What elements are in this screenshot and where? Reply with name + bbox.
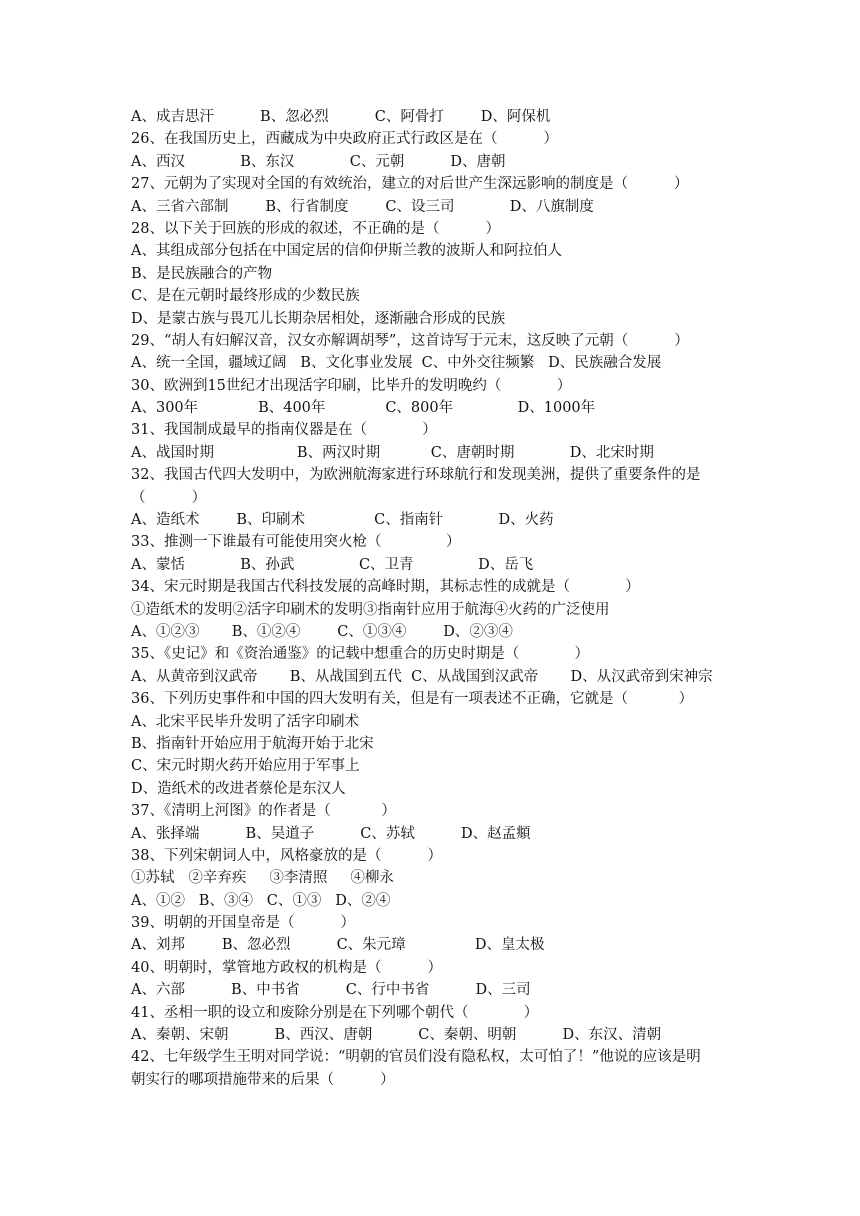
text-line: ①造纸术的发明②活字印刷术的发明③指南针应用于航海④火药的广泛使用 [131, 601, 610, 618]
text-line: A、300年 B、400年 C、800年 D、1000年 [131, 400, 596, 417]
text-line: 27、元朝为了实现对全国的有效统治，建立的对后世产生深远影响的制度是（ ） [131, 176, 689, 193]
text-line: A、①② B、③④ C、①③ D、②④ [131, 892, 391, 909]
text-line: 41、丞相一职的设立和废除分别是在下列哪个朝代（ ） [131, 1004, 539, 1021]
text-line: A、北宋平民毕升发明了活字印刷术 [131, 713, 359, 730]
text-line: 42、七年级学生王明对同学说：“明朝的官员们没有隐私权，太可怕了！”他说的应该是明 [131, 1049, 701, 1066]
text-line: A、秦朝、宋朝 B、西汉、唐朝 C、秦朝、明朝 D、东汉、清朝 [131, 1027, 662, 1044]
text-line: 29、“胡人有妇解汉音，汉女亦解调胡琴”，这首诗写于元末，这反映了元朝（ ） [131, 332, 689, 349]
text-line: 31、我国制成最早的指南仪器是在（ ） [131, 422, 437, 439]
text-line: A、西汉 B、东汉 C、元朝 D、唐朝 [131, 153, 506, 170]
text-line: C、宋元时期火药开始应用于军事上 [131, 758, 360, 775]
text-line: A、造纸术 B、印刷术 C、指南针 D、火药 [131, 512, 554, 529]
text-line: 40、明朝时，掌管地方政权的机构是（ ） [131, 959, 443, 976]
text-line: D、是蒙古族与畏兀儿长期杂居相处，逐渐融合形成的民族 [131, 310, 506, 327]
text-line: A、三省六部制 B、行省制度 C、设三司 D、八旗制度 [131, 198, 594, 215]
text-line: 34、宋元时期是我国古代科技发展的高峰时期，其标志性的成就是（ ） [131, 579, 640, 596]
text-line: 37、《清明上河图》的作者是（ ） [131, 803, 396, 820]
text-line: D、造纸术的改进者蔡伦是东汉人 [131, 780, 346, 797]
text-line: 38、下列宋朝词人中，风格豪放的是（ ） [131, 847, 443, 864]
text-line: 35、《史记》和《资治通鉴》的记载中想重合的历史时期是（ ） [131, 646, 590, 663]
text-line: 26、在我国历史上，西藏成为中央政府正式行政区是在（ ） [131, 131, 559, 148]
text-line: B、指南针开始应用于航海开始于北宋 [131, 735, 374, 752]
text-line: 36、下列历史事件和中国的四大发明有关，但是有一项表述不正确，它就是（ ） [131, 691, 694, 708]
text-line: 30、欧洲到15世纪才出现活字印刷，比毕升的发明晚约（ ） [131, 377, 572, 394]
text-line: A、统一全国，疆域辽阔 B、文化事业发展 C、中外交往频繁 D、民族融合发展 [131, 355, 662, 372]
text-line: B、是民族融合的产物 [131, 265, 273, 282]
text-line: A、从黄帝到汉武帝 B、从战国到五代 C、从战国到汉武帝 D、从汉武帝到宋神宗 [131, 668, 713, 685]
text-line: C、是在元朝时最终形成的少数民族 [131, 288, 360, 305]
text-line: A、①②③ B、①②④ C、①③④ D、②③④ [131, 623, 513, 640]
question-list [131, 106, 741, 1091]
text-line: A、其组成部分包括在中国定居的信仰伊斯兰教的波斯人和阿拉伯人 [131, 243, 562, 260]
text-line: A、六部 B、中书省 C、行中书省 D、三司 [131, 982, 531, 999]
text-line: 32、我国古代四大发明中，为欧洲航海家进行环球航行和发现美洲，提供了重要条件的是 [131, 467, 701, 484]
text-line: 朝实行的哪项措施带来的后果（ ） [131, 1071, 395, 1088]
text-line: A、蒙恬 B、孙武 C、卫青 D、岳飞 [131, 556, 534, 573]
text-line: 33、推测一下谁最有可能使用突火枪（ ） [131, 534, 461, 551]
text-line: （ ） [131, 489, 207, 506]
text-line: ①苏轼 ②辛弃疾 ③李清照 ④柳永 [131, 870, 394, 887]
text-line: 39、明朝的开国皇帝是（ ） [131, 915, 356, 932]
text-line: A、刘邦 B、忽必烈 C、朱元璋 D、皇太极 [131, 937, 545, 954]
text-line: A、成吉思汗 B、忽必烈 C、阿骨打 D、阿保机 [131, 109, 551, 125]
text-line: A、张择端 B、吴道子 C、苏轼 D、赵孟頫 [131, 825, 531, 842]
text-line: 28、以下关于回族的形成的叙述，不正确的是（ ） [131, 220, 501, 237]
text-line: A、战国时期 B、两汉时期 C、唐朝时期 D、北宋时期 [131, 444, 654, 461]
